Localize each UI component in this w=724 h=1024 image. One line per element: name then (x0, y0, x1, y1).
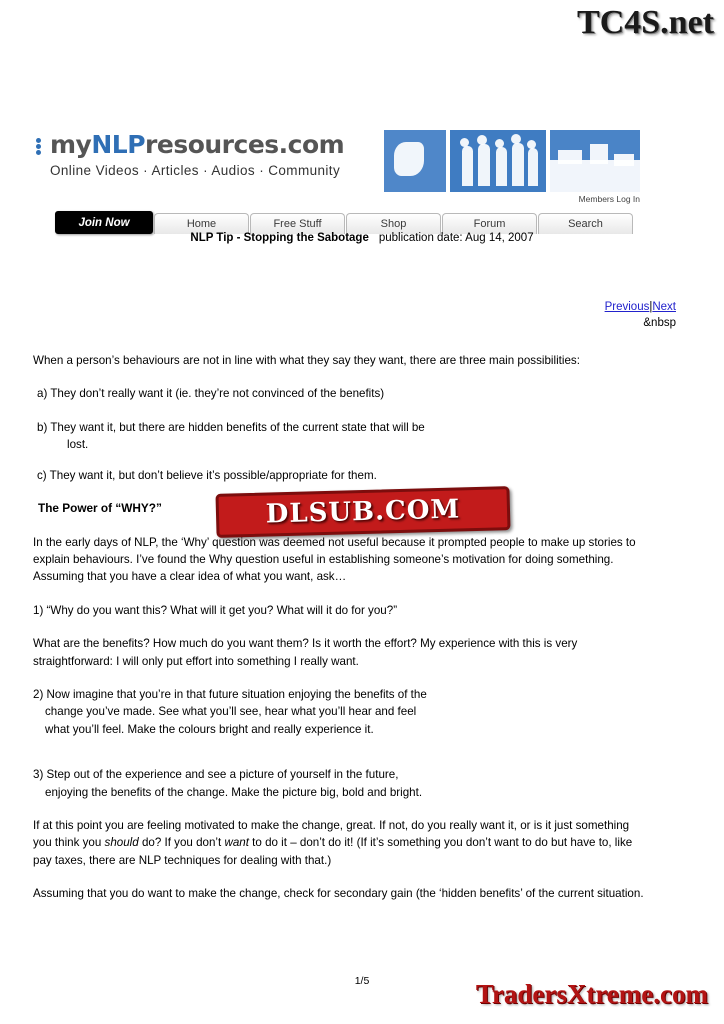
paragraph-closing: Assuming that you do want to make the change, check for secondary gain (the ‘hidden benefits’ of the current situation. (33, 887, 644, 901)
paragraph-intro: When a person’s behaviours are not in line with what they say they want, there are three main possibilities: (33, 354, 580, 367)
motivated-text-b: do? If you don’t (138, 836, 225, 850)
paragraph-step-2-line1: 2) Now imagine that you’re in that future situation enjoying the benefits of the (33, 687, 427, 701)
paragraph-motivated-line2 (33, 834, 681, 851)
pagination-separator: | (649, 301, 653, 313)
paragraph-why (33, 534, 681, 586)
paragraph-step-3-line1: 3) Step out of the experience and see a picture of yourself in the future, (33, 768, 399, 782)
nav-tab-search[interactable]: Search (538, 213, 633, 234)
members-log-in-link[interactable]: Members Log In (578, 194, 640, 204)
watermark-dlsub (215, 486, 510, 538)
previous-link[interactable]: Previous (604, 301, 650, 313)
site-navigation (55, 212, 633, 234)
logo-dots-icon (36, 137, 48, 156)
logo-my: my (50, 130, 92, 159)
paragraph-item-b-line1: b) They want it, but there are hidden benefits of the current state that will be (37, 420, 425, 434)
section-heading-power-of-why: The Power of “WHY?” (38, 500, 162, 515)
logo-wordmark (36, 130, 376, 159)
motivated-text-c: to do it – don’t do it! (If it’s something you don’t want to do but have to, like (248, 836, 633, 850)
article-body (33, 352, 681, 919)
article-title-line (0, 232, 724, 244)
watermark-tradersxtreme: TradersXtreme.com (475, 979, 708, 1009)
watermark-dlsub-text: DLSUB.COM (265, 494, 461, 530)
banner-image-people (450, 130, 546, 192)
paragraph-step-1: 1) “Why do you want this? What will it get you? What will it do for you?” (33, 603, 398, 617)
paragraph-item-b-line2: lost. (67, 438, 89, 452)
nav-tab-shop[interactable]: Shop (346, 213, 441, 234)
article-pagination (605, 301, 676, 329)
logo-nlp: NLP (91, 130, 146, 159)
motivated-italic-want: want (224, 836, 249, 850)
paragraph-benefits-line1: What are the benefits? How much do you want them? Is it worth the effort? My experience with this is very (33, 637, 578, 651)
paragraph-benefits (33, 635, 681, 670)
logo-tagline: Online Videos · Articles · Audios · Community (50, 163, 341, 178)
watermark-tc4s: TC4S.net (577, 4, 714, 41)
paragraph-item-c: c) They want it, but don’t believe it’s possible/appropriate for them. (37, 468, 377, 482)
page-number: 1/5 (354, 975, 370, 987)
nav-join-now-button[interactable]: Join Now (55, 211, 153, 234)
nav-tab-home[interactable]: Home (154, 213, 249, 234)
paragraph-step-2-line2: change you’ve made. See what you’ll see, hear what you’ll hear and feel (45, 705, 417, 719)
nav-tab-free-stuff[interactable]: Free Stuff (250, 213, 345, 234)
spacer (33, 754, 681, 766)
paragraph-motivated (33, 817, 681, 869)
paragraph-why-line1: In the early days of NLP, the ‘Why’ question was deemed not useful because it prompted people to make up stories to (33, 535, 636, 549)
paragraph-item-b (33, 419, 681, 454)
site-logo[interactable] (36, 130, 376, 178)
next-link[interactable]: Next (652, 301, 676, 313)
paragraph-step-2 (33, 686, 681, 738)
paragraph-item-a: a) They don’t really want it (ie. they’re not convinced of the benefits) (37, 387, 385, 401)
banner-image-map (384, 130, 446, 192)
paragraph-why-line2: explain behaviours. I’ve found the Why question useful in establishing someone’s motivation for doing something. (33, 553, 614, 567)
nav-tab-forum[interactable]: Forum (442, 213, 537, 234)
paragraph-why-line3: Assuming that you have a clear idea of what you want, ask… (33, 570, 347, 584)
paragraph-step-2-line3: what you’ll feel. Make the colours bright and really experience it. (45, 722, 374, 736)
paragraph-benefits-line2: straightforward: I will only put effort into something I really want. (33, 654, 359, 668)
nbsp-text: &nbsp (643, 317, 676, 329)
paragraph-step-3-line2: enjoying the benefits of the change. Make the picture big, bold and bright. (45, 785, 423, 799)
article-title: NLP Tip - Stopping the Sabotage (190, 232, 369, 244)
logo-resources: resources.com (145, 130, 345, 159)
article-publication-date: publication date: Aug 14, 2007 (378, 232, 534, 244)
motivated-text-a: you think you (33, 836, 105, 850)
paragraph-step-3 (33, 766, 681, 801)
paragraph-motivated-line3: pay taxes, there are NLP techniques for dealing with that.) (33, 853, 332, 867)
banner-image-landscape (550, 130, 640, 192)
motivated-italic-should: should (104, 836, 139, 850)
paragraph-motivated-line1: If at this point you are feeling motivated to make the change, great. If not, do you really want it, or is it just something (33, 818, 630, 832)
banner-image-strip (384, 130, 640, 192)
